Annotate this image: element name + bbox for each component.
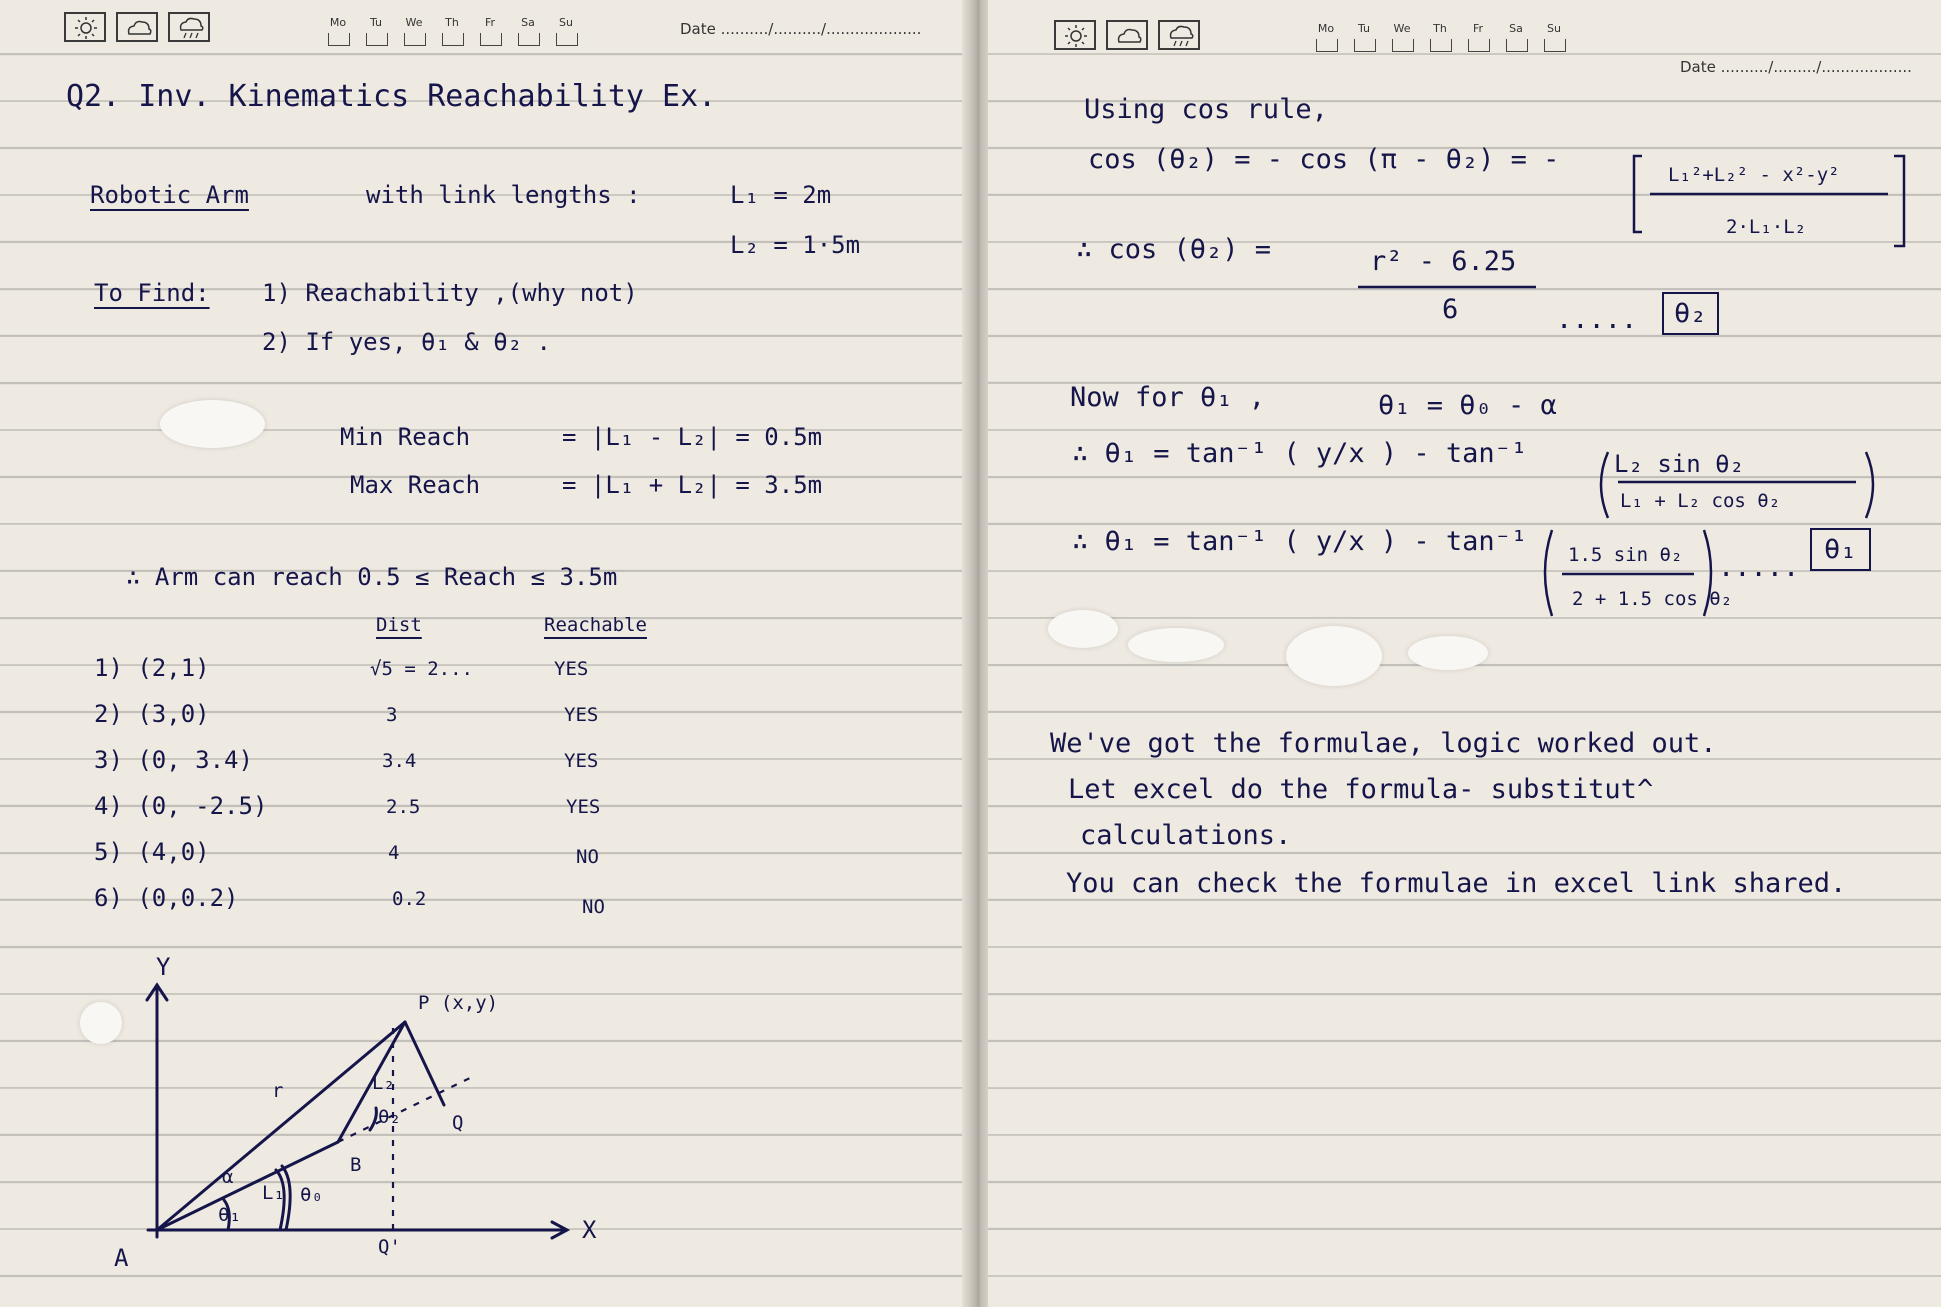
theta2-label: θ₂ — [378, 1106, 401, 1128]
day-tu: Tu — [360, 16, 392, 46]
link-length-l1: L₁ = 2m — [730, 181, 832, 209]
correction-fluid — [1128, 628, 1224, 662]
day-sa: Sa — [1500, 22, 1532, 52]
arm-text: with link lengths : — [366, 181, 641, 209]
correction-fluid — [80, 1002, 122, 1044]
fraction-denominator: 2·L₁·L₂ — [1726, 216, 1807, 238]
page-header — [988, 12, 1941, 76]
day-sa: Sa — [512, 16, 544, 46]
col-reachable-header: Reachable — [544, 614, 647, 636]
correction-fluid — [160, 400, 265, 448]
theta0-label: θ₀ — [300, 1184, 323, 1206]
date-field: Date ........../........../.................... — [680, 20, 922, 38]
point-q-prime-label: Q' — [378, 1236, 401, 1258]
point-p-label: P (x,y) — [418, 992, 499, 1014]
day-mo: Mo — [1310, 22, 1342, 52]
table-row-dist: √5 = 2... — [370, 658, 473, 680]
fraction-numerator: L₁²+L₂² - x²-y² — [1668, 164, 1840, 186]
fraction-denominator: L₁ + L₂ cos θ₂ — [1620, 490, 1781, 512]
fraction-denominator: 6 — [1442, 294, 1459, 325]
theta1-equation-1: ∴ θ₁ = tan⁻¹ ( y/x ) - tan⁻¹ — [1072, 438, 1528, 469]
note-line-2: Let excel do the formula- substitut^ — [1068, 774, 1654, 805]
cos-rule-intro: Using cos rule, — [1084, 94, 1328, 125]
dots: ..... — [1718, 552, 1800, 583]
correction-fluid — [1286, 626, 1382, 686]
table-row-reachable: YES — [564, 750, 599, 772]
point-b-label: B — [350, 1154, 362, 1176]
fraction-numerator: L₂ sin θ₂ — [1614, 450, 1745, 478]
table-row-reachable: YES — [566, 796, 601, 818]
min-reach-formula: = |L₁ - L₂| = 0.5m — [562, 423, 823, 451]
point-q-label: Q — [452, 1112, 464, 1134]
max-reach-formula: = |L₁ + L₂| = 3.5m — [562, 471, 823, 499]
to-find-label: To Find: — [94, 279, 210, 307]
r-label: r — [272, 1080, 284, 1102]
table-row-dist: 2.5 — [386, 796, 421, 818]
max-reach-label: Max Reach — [350, 471, 481, 499]
fraction-line — [1358, 284, 1538, 290]
day-fr: Fr — [474, 16, 506, 46]
l1-label: L₁ — [262, 1182, 285, 1204]
day-th: Th — [436, 16, 468, 46]
y-axis-label: Y — [156, 953, 171, 981]
table-row-reachable: YES — [564, 704, 599, 726]
theta1-equation-2: ∴ θ₁ = tan⁻¹ ( y/x ) - tan⁻¹ — [1072, 526, 1528, 557]
day-tu: Tu — [1348, 22, 1380, 52]
cos-theta2-result: ∴ cos (θ₂) = — [1076, 234, 1272, 265]
alpha-label: α — [222, 1166, 234, 1188]
table-row-dist: 0.2 — [392, 888, 427, 910]
table-row-dist: 3.4 — [382, 750, 417, 772]
weekday-selector — [1310, 22, 1570, 52]
table-row-point: 1) (2,1) — [94, 654, 210, 682]
day-fr: Fr — [1462, 22, 1494, 52]
table-row-point: 2) (3,0) — [94, 700, 210, 728]
table-row-point: 5) (4,0) — [94, 838, 210, 866]
right-page — [988, 0, 1941, 1307]
table-row-point: 6) (0,0.2) — [94, 884, 239, 912]
table-row-reachable: YES — [554, 658, 589, 680]
note-line-1: We've got the formulae, logic worked out. — [1050, 728, 1717, 759]
note-line-4: You can check the formulae in excel link shared. — [1066, 868, 1847, 899]
paren-fraction — [1594, 448, 1884, 524]
cloud-icon — [1106, 20, 1148, 50]
rain-icon — [1158, 20, 1200, 50]
col-dist-header: Dist — [376, 614, 422, 636]
arm-diagram — [0, 0, 968, 1307]
dots: ..... — [1556, 304, 1638, 335]
day-we: We — [1386, 22, 1418, 52]
theta1-label: θ₁ — [218, 1204, 241, 1226]
x-axis-label: X — [582, 1216, 597, 1244]
day-su: Su — [1538, 22, 1570, 52]
day-th: Th — [1424, 22, 1456, 52]
table-row-point: 4) (0, -2.5) — [94, 792, 268, 820]
fraction-numerator: 1.5 sin θ₂ — [1568, 544, 1683, 566]
theta1-definition: θ₁ = θ₀ - α — [1378, 390, 1557, 421]
now-for-theta1: Now for θ₁ , — [1070, 382, 1266, 413]
origin-label: A — [114, 1244, 129, 1272]
day-mo: Mo — [322, 16, 354, 46]
fraction-numerator: r² - 6.25 — [1370, 246, 1517, 277]
sun-icon — [1054, 20, 1096, 50]
note-line-3: calculations. — [1080, 820, 1292, 851]
cos-theta2-equation: cos (θ₂) = - cos (π - θ₂) = - — [1088, 144, 1560, 175]
page-title: Q2. Inv. Kinematics Reachability Ex. — [66, 79, 717, 114]
min-reach-label: Min Reach — [340, 423, 471, 451]
table-row-dist: 4 — [388, 842, 400, 864]
date-field: Date ........../........./................... — [1680, 58, 1912, 76]
find-item-1: 1) Reachability ,(why not) — [262, 279, 638, 307]
fraction-denominator: 2 + 1.5 cos θ₂ — [1572, 588, 1733, 610]
theta2-result-box: θ₂ — [1662, 292, 1719, 335]
left-page — [0, 0, 968, 1307]
table-row-point: 3) (0, 3.4) — [94, 746, 253, 774]
table-row-reachable: NO — [582, 896, 605, 918]
day-su: Su — [550, 16, 582, 46]
correction-fluid — [1048, 610, 1118, 648]
reach-conclusion: ∴ Arm can reach 0.5 ≤ Reach ≤ 3.5m — [126, 563, 618, 591]
theta1-result-box: θ₁ — [1810, 528, 1871, 571]
arm-label: Robotic Arm — [90, 181, 249, 209]
table-row-dist: 3 — [386, 704, 398, 726]
link-length-l2: L₂ = 1·5m — [730, 231, 861, 259]
correction-fluid — [1408, 636, 1488, 670]
l2-label: L₂ — [372, 1072, 395, 1094]
table-row-reachable: NO — [576, 846, 599, 868]
day-we: We — [398, 16, 430, 46]
find-item-2: 2) If yes, θ₁ & θ₂ . — [262, 328, 551, 356]
